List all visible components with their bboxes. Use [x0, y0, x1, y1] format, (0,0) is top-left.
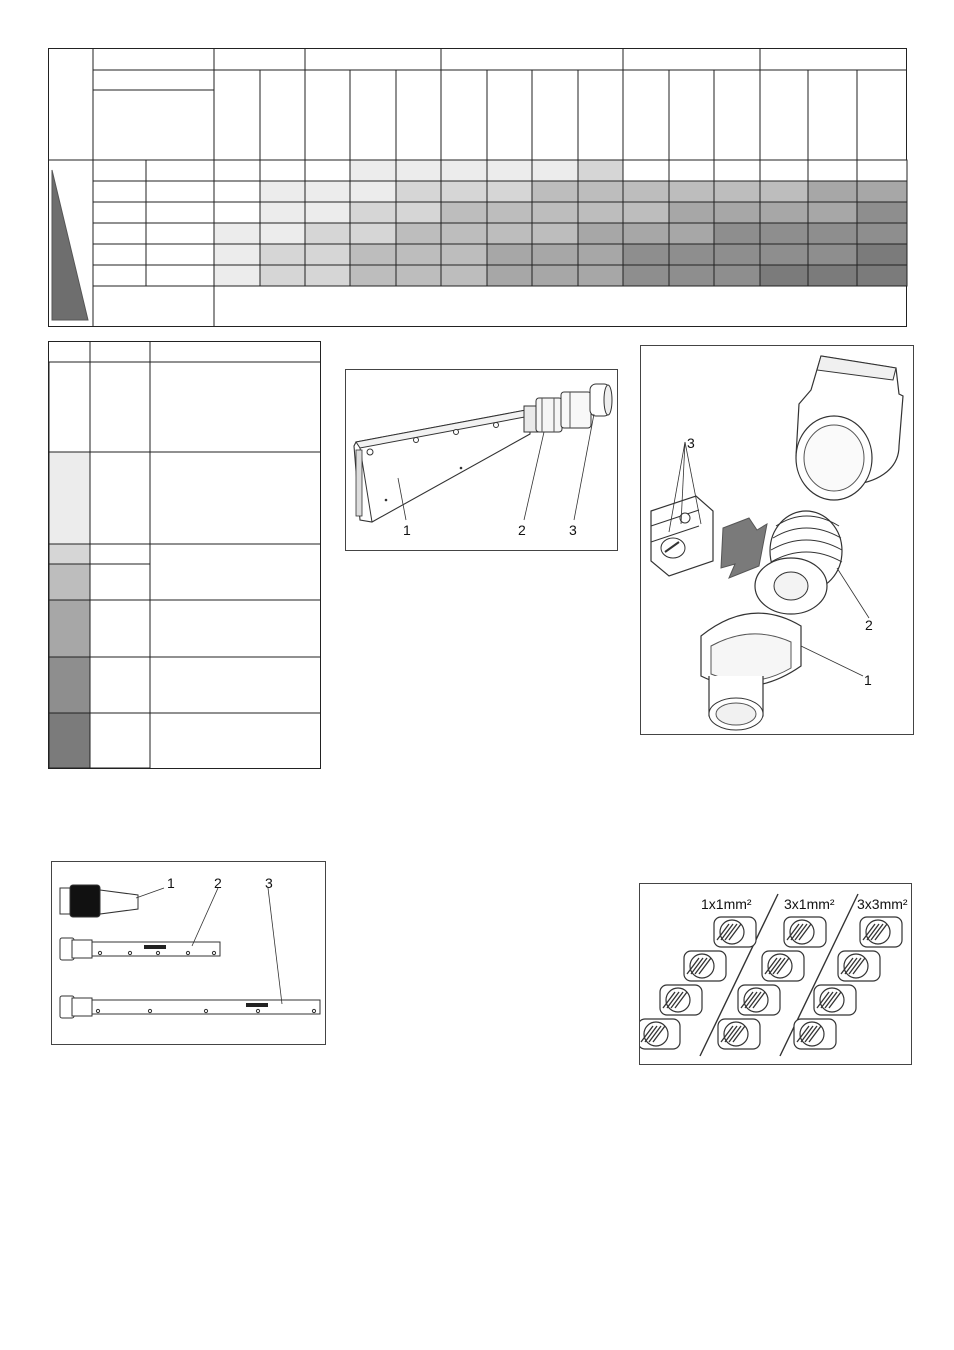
terminal-insert: [784, 917, 826, 947]
insert-exploded-figure: [640, 345, 914, 735]
shade-cell: [669, 181, 714, 202]
shade-cell: [487, 160, 532, 181]
row-label-cell: [93, 202, 146, 223]
shade-cell: [396, 223, 441, 244]
shade-cell: [714, 202, 760, 223]
terminal-insert: [860, 917, 902, 947]
shade-cell: [532, 265, 578, 286]
terminal-insert: [714, 917, 756, 947]
terminal-insert: [814, 985, 856, 1015]
shade-cell: [350, 181, 396, 202]
shade-cell: [214, 160, 260, 181]
shade-cell: [623, 223, 669, 244]
shade-cell: [623, 181, 669, 202]
terminal-insert: [762, 951, 804, 981]
shade-legend-table: [0, 330, 330, 775]
shade-cell: [623, 202, 669, 223]
shade-cell: [396, 244, 441, 265]
shade-cell: [350, 244, 396, 265]
shade-cell: [808, 265, 857, 286]
row-label-cell: [146, 265, 214, 286]
row-label-cell: [146, 223, 214, 244]
shade-cell: [578, 265, 623, 286]
shade-cell: [441, 160, 487, 181]
callout-2: 2: [865, 617, 873, 633]
shade-cell: [578, 181, 623, 202]
callout-2: 2: [214, 875, 222, 891]
label-1x1mm2: 1x1mm²: [701, 896, 752, 912]
terminal-insert: [718, 1019, 760, 1049]
label-3x3mm2: 3x3mm²: [857, 896, 908, 912]
shade-cell: [441, 202, 487, 223]
shade-cell: [857, 265, 907, 286]
legend-swatch: [49, 452, 90, 544]
tubes-figure: [51, 861, 326, 1045]
label-3x1mm2: 3x1mm²: [784, 896, 835, 912]
shade-cell: [260, 160, 305, 181]
shade-cell: [214, 265, 260, 286]
shade-cell: [760, 265, 808, 286]
shade-cell: [808, 223, 857, 244]
shade-cell: [808, 202, 857, 223]
row-label-cell: [146, 181, 214, 202]
shade-cell: [487, 265, 532, 286]
shade-cell: [808, 181, 857, 202]
shade-cell: [857, 181, 907, 202]
row-label-cell: [93, 223, 146, 244]
shade-cell: [214, 223, 260, 244]
shade-cell: [305, 223, 350, 244]
terminal-insert: [640, 1019, 680, 1049]
shade-cell: [714, 223, 760, 244]
callout-1: 1: [403, 522, 411, 538]
shade-cell: [487, 244, 532, 265]
callout-1: 1: [864, 672, 872, 688]
shade-cell: [350, 223, 396, 244]
shade-cell: [714, 160, 760, 181]
row-label-cell: [93, 265, 146, 286]
shade-cell: [396, 160, 441, 181]
shade-cell: [623, 160, 669, 181]
shade-cell: [857, 160, 907, 181]
shade-cell: [532, 181, 578, 202]
shade-cell: [396, 265, 441, 286]
shade-cell: [578, 244, 623, 265]
shade-cell: [760, 181, 808, 202]
shade-cell: [760, 160, 808, 181]
shade-cell: [808, 244, 857, 265]
terminal-insert: [738, 985, 780, 1015]
shade-cell: [623, 265, 669, 286]
shade-cell: [487, 181, 532, 202]
tubes-drawing: [52, 862, 325, 1044]
shade-cell: [260, 244, 305, 265]
shade-cell: [305, 202, 350, 223]
shade-cell: [396, 202, 441, 223]
shade-cell: [214, 244, 260, 265]
shade-cell: [669, 265, 714, 286]
shade-cell: [857, 244, 907, 265]
row-label-cell: [146, 244, 214, 265]
shade-cell: [305, 160, 350, 181]
shade-cell: [760, 244, 808, 265]
shade-cell: [714, 181, 760, 202]
shade-cell: [578, 202, 623, 223]
callout-3: 3: [569, 522, 577, 538]
shade-cell: [214, 202, 260, 223]
legend-swatch: [49, 600, 90, 657]
shade-cell: [441, 265, 487, 286]
terminal-insert: [838, 951, 880, 981]
shade-cell: [669, 160, 714, 181]
callout-2: 2: [518, 522, 526, 538]
shade-table: [0, 0, 954, 335]
shade-cell: [441, 223, 487, 244]
shade-cell: [532, 202, 578, 223]
intensity-wedge: [52, 170, 88, 320]
shade-cell: [441, 244, 487, 265]
shade-cell: [578, 223, 623, 244]
legend-swatch: [49, 564, 90, 600]
shade-cell: [350, 202, 396, 223]
shade-cell: [396, 181, 441, 202]
shade-cell: [669, 202, 714, 223]
shade-cell: [808, 160, 857, 181]
callout-3: 3: [687, 435, 695, 451]
terminal-insert: [684, 951, 726, 981]
heater-figure: [345, 369, 618, 551]
shade-cell: [760, 223, 808, 244]
shade-cell: [260, 181, 305, 202]
shade-cell: [350, 160, 396, 181]
shade-cell: [260, 202, 305, 223]
callout-3: 3: [265, 875, 273, 891]
shade-cell: [760, 202, 808, 223]
legend-swatch: [49, 713, 90, 768]
shade-cell: [487, 202, 532, 223]
shade-cell: [487, 223, 532, 244]
legend-swatch: [49, 544, 90, 564]
shade-cell: [532, 244, 578, 265]
shade-cell: [305, 265, 350, 286]
shade-cell: [441, 181, 487, 202]
shade-cell: [260, 265, 305, 286]
row-label-cell: [93, 160, 146, 181]
shade-cell: [669, 223, 714, 244]
shade-cell: [260, 223, 305, 244]
callout-1: 1: [167, 875, 175, 891]
shade-cell: [857, 223, 907, 244]
shade-cell: [669, 244, 714, 265]
row-label-cell: [93, 181, 146, 202]
shade-cell: [305, 181, 350, 202]
legend-swatch: [49, 362, 90, 452]
shade-cell: [714, 265, 760, 286]
shade-cell: [532, 160, 578, 181]
row-label-cell: [146, 202, 214, 223]
terminal-insert: [660, 985, 702, 1015]
row-label-cell: [93, 244, 146, 265]
row-label-cell: [146, 160, 214, 181]
insert-drawing: [641, 346, 913, 734]
shade-cell: [532, 223, 578, 244]
legend-swatch: [49, 657, 90, 713]
conductor-inserts-figure: [639, 883, 912, 1065]
shade-cell: [350, 265, 396, 286]
shade-cell: [714, 244, 760, 265]
shade-cell: [578, 160, 623, 181]
shade-cell: [305, 244, 350, 265]
shade-cell: [857, 202, 907, 223]
terminal-insert: [794, 1019, 836, 1049]
shade-cell: [214, 181, 260, 202]
shade-cell: [623, 244, 669, 265]
